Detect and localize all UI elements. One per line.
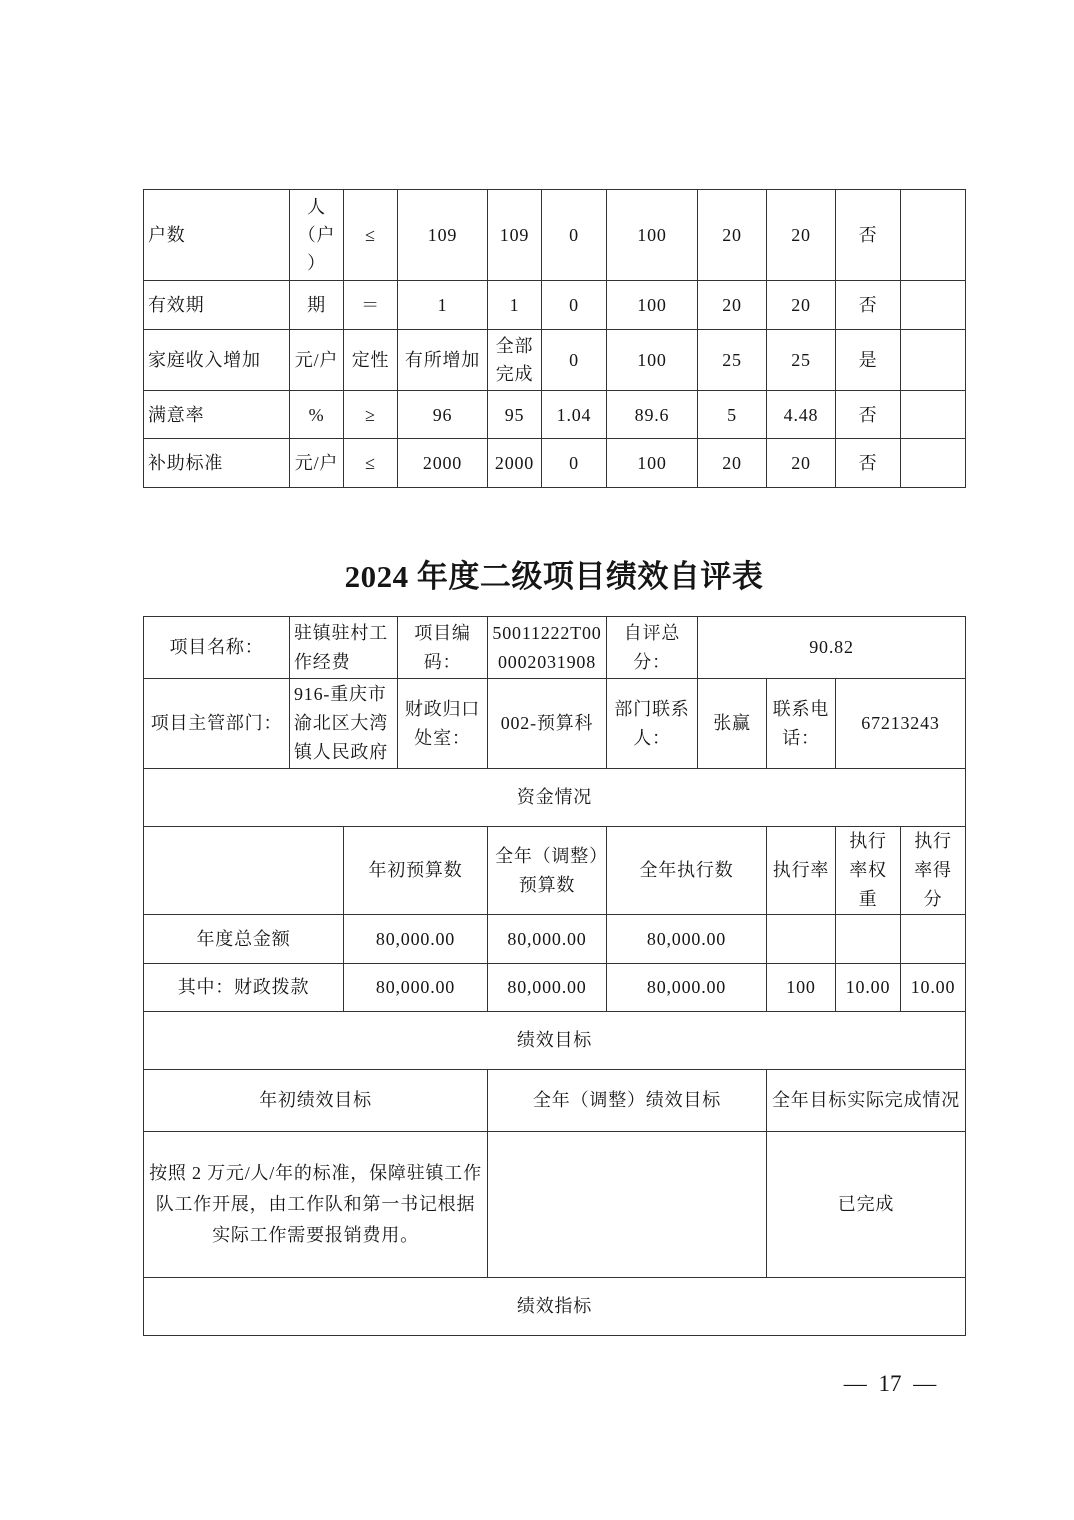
funds-total-adjusted: 80,000.00 (488, 915, 607, 964)
goals-content-row (144, 1132, 966, 1278)
department-info-row (144, 679, 966, 769)
indicator-weight: 20 (698, 190, 767, 281)
indicator-unit: 元/户 (290, 330, 344, 391)
finance-office-value: 002-预算科 (488, 679, 607, 769)
indicator-score: 20 (767, 439, 836, 488)
indicators-section-row (144, 1278, 966, 1336)
funds-total-row (144, 915, 966, 964)
indicator-name: 家庭收入增加 (144, 330, 290, 391)
project-name-label: 项目名称： (144, 617, 290, 679)
document-title: 2024 年度二级项目绩效自评表 (344, 559, 764, 594)
project-code-label: 项目编码： (398, 617, 488, 679)
indicator-operator: 定性 (344, 330, 398, 391)
contact-phone-value: 67213243 (836, 679, 966, 769)
funds-header-initial-budget: 年初预算数 (344, 827, 488, 915)
indicator-completion-rate: 89.6 (607, 391, 698, 439)
indicator-row (144, 281, 966, 330)
dept-contact-value: 张赢 (698, 679, 767, 769)
indicator-completion-rate: 100 (607, 330, 698, 391)
indicator-row (144, 190, 966, 281)
adjusted-goal-text (488, 1132, 767, 1278)
indicator-weight: 25 (698, 330, 767, 391)
indicator-flag: 是 (836, 330, 901, 391)
indicator-weight: 5 (698, 391, 767, 439)
managing-dept-label: 项目主管部门： (144, 679, 290, 769)
indicator-flag: 否 (836, 281, 901, 330)
indicator-actual: 95 (488, 391, 542, 439)
goals-section-heading: 绩效目标 (144, 1012, 966, 1070)
indicator-target: 有所增加 (398, 330, 488, 391)
indicator-completion-rate: 100 (607, 439, 698, 488)
funds-section-row (144, 769, 966, 827)
funds-header-exec-weight: 执行率权重 (836, 827, 901, 915)
indicator-score: 20 (767, 281, 836, 330)
indicator-score: 25 (767, 330, 836, 391)
indicator-name: 有效期 (144, 281, 290, 330)
funds-fiscal-row (144, 964, 966, 1012)
contact-phone-label: 联系电话： (767, 679, 836, 769)
self-evaluation-table (143, 616, 966, 1336)
indicator-operator: ＝ (344, 281, 398, 330)
goal-completion-status: 已完成 (767, 1132, 966, 1278)
indicator-row (144, 391, 966, 439)
indicator-remark (901, 330, 966, 391)
funds-total-rate (767, 915, 836, 964)
indicator-actual: 全部完成 (488, 330, 542, 391)
funds-fiscal-weight: 10.00 (836, 964, 901, 1012)
indicator-target: 96 (398, 391, 488, 439)
funds-header-blank (144, 827, 344, 915)
indicator-flag: 否 (836, 439, 901, 488)
funds-total-score (901, 915, 966, 964)
indicator-deviation: 1.04 (542, 391, 607, 439)
funds-section-heading: 资金情况 (144, 769, 966, 827)
indicator-score: 4.48 (767, 391, 836, 439)
funds-fiscal-initial: 80,000.00 (344, 964, 488, 1012)
indicator-table-continued (143, 189, 966, 488)
indicator-deviation: 0 (542, 190, 607, 281)
funds-total-label: 年度总金额 (144, 915, 344, 964)
indicator-remark (901, 439, 966, 488)
indicator-row (144, 439, 966, 488)
indicator-row (144, 330, 966, 391)
indicator-flag: 否 (836, 391, 901, 439)
indicator-target: 1 (398, 281, 488, 330)
indicator-score: 20 (767, 190, 836, 281)
funds-total-initial: 80,000.00 (344, 915, 488, 964)
indicator-deviation: 0 (542, 281, 607, 330)
indicator-flag: 否 (836, 190, 901, 281)
funds-fiscal-executed: 80,000.00 (607, 964, 767, 1012)
indicators-section-heading: 绩效指标 (144, 1278, 966, 1336)
funds-header-executed: 全年执行数 (607, 827, 767, 915)
finance-office-label: 财政归口处室： (398, 679, 488, 769)
initial-goal-text: 按照 2 万元/人/年的标准，保障驻镇工作队工作开展，由工作队和第一书记根据实际工作需要报销费用。 (144, 1132, 488, 1278)
indicator-unit: 人（户） (290, 190, 344, 281)
project-name-value: 驻镇驻村工作经费 (290, 617, 398, 679)
indicator-operator: ≥ (344, 391, 398, 439)
indicator-name: 户数 (144, 190, 290, 281)
funds-fiscal-rate: 100 (767, 964, 836, 1012)
self-score-value: 90.82 (698, 617, 966, 679)
funds-fiscal-label: 其中：财政拨款 (144, 964, 344, 1012)
indicator-unit: 元/户 (290, 439, 344, 488)
indicator-target: 109 (398, 190, 488, 281)
managing-dept-value: 916-重庆市渝北区大湾镇人民政府 (290, 679, 398, 769)
funds-header-exec-score: 执行率得分 (901, 827, 966, 915)
indicator-operator: ≤ (344, 190, 398, 281)
indicator-actual: 2000 (488, 439, 542, 488)
project-info-row (144, 617, 966, 679)
goals-header-initial: 年初绩效目标 (144, 1070, 488, 1132)
funds-header-adjusted-budget: 全年（调整）预算数 (488, 827, 607, 915)
goals-header-adjusted: 全年（调整）绩效目标 (488, 1070, 767, 1132)
page-number: — 17 — (843, 1371, 937, 1396)
indicator-unit: 期 (290, 281, 344, 330)
funds-total-weight (836, 915, 901, 964)
funds-header-exec-rate: 执行率 (767, 827, 836, 915)
project-code-value: 50011222T000002031908 (488, 617, 607, 679)
indicator-deviation: 0 (542, 439, 607, 488)
indicator-remark (901, 391, 966, 439)
goals-header-row (144, 1070, 966, 1132)
goals-header-completion: 全年目标实际完成情况 (767, 1070, 966, 1132)
indicator-deviation: 0 (542, 330, 607, 391)
indicator-actual: 1 (488, 281, 542, 330)
self-score-label: 自评总分： (607, 617, 698, 679)
indicator-unit: % (290, 391, 344, 439)
funds-fiscal-score: 10.00 (901, 964, 966, 1012)
indicator-actual: 109 (488, 190, 542, 281)
dept-contact-label: 部门联系人： (607, 679, 698, 769)
indicator-completion-rate: 100 (607, 190, 698, 281)
indicator-name: 满意率 (144, 391, 290, 439)
indicator-completion-rate: 100 (607, 281, 698, 330)
indicator-weight: 20 (698, 439, 767, 488)
indicator-weight: 20 (698, 281, 767, 330)
indicator-target: 2000 (398, 439, 488, 488)
goals-section-row (144, 1012, 966, 1070)
indicator-remark (901, 190, 966, 281)
funds-header-row (144, 827, 966, 915)
funds-total-executed: 80,000.00 (607, 915, 767, 964)
funds-fiscal-adjusted: 80,000.00 (488, 964, 607, 1012)
indicator-remark (901, 281, 966, 330)
indicator-operator: ≤ (344, 439, 398, 488)
indicator-name: 补助标准 (144, 439, 290, 488)
